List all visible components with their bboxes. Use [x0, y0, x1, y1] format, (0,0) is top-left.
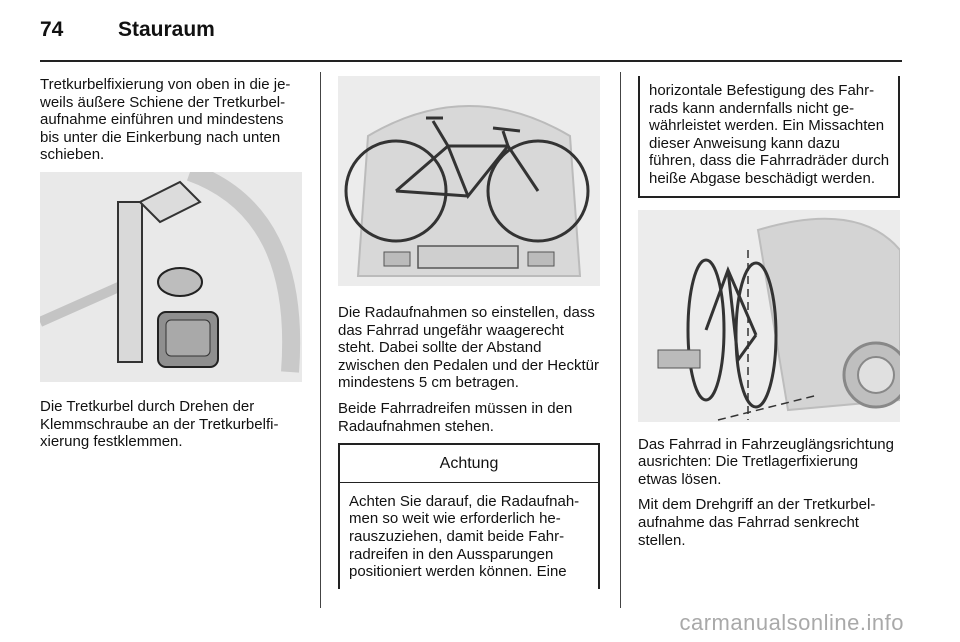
column-1	[40, 76, 302, 459]
bike-on-carrier-rear-illustration	[338, 76, 600, 286]
column-3	[638, 76, 900, 557]
col1-paragraph-2: Die Tretkurbel durch Drehen der Klemmschraube an der Tretkurbelfixierung festklemmen.	[40, 397, 279, 451]
bike-alignment-side-illustration	[638, 210, 900, 422]
col2-paragraph-2: Beide Fahrradreifen müssen in den Radaufnahmen stehen.	[338, 399, 573, 435]
col3-paragraph-2: Mit dem Drehgriff an der Tretkurbelaufnahme das Fahrrad senkrecht stellen.	[638, 496, 876, 549]
warning-box-continued	[638, 76, 900, 198]
warning-text-continued: horizontale Befestigung des Fahrrads kann andernfalls nicht gewährleistet werden. Ein Missachten dieser Anweisung kann dazu führen, dass die Fahrradräder durch heiße Abgase beschädigt werden.	[649, 82, 890, 187]
bike-side-drawing	[638, 210, 900, 422]
warning-heading: Achtung	[340, 445, 598, 483]
col2-paragraph-1: Die Radaufnahmen so einstellen, dass das Fahrrad ungefähr waagerecht steht. Dabei sollte der Abstand zwischen den Pedalen und der Hecktür mindestens 5 cm betragen.	[338, 304, 599, 392]
pedal-clamp-drawing	[40, 172, 302, 382]
header-rule	[40, 60, 902, 62]
page-title: Stauraum	[118, 18, 215, 41]
warning-text: Achten Sie darauf, die Radaufnahmen so weit wie erforderlich herauszuziehen, damit beide Fahrradreifen in den Aussparungen positioniert werden können. Eine	[349, 492, 580, 581]
col1-paragraph-1: Tretkurbelfixierung von oben in die jeweils äußere Schiene der Tretkurbelaufnahme einführen und mindestens bis unter die Einkerbung nach unten schieben.	[40, 76, 291, 164]
column-2	[338, 76, 600, 589]
page-number: 74	[40, 18, 64, 41]
watermark: carmanualsonline.info	[679, 610, 904, 635]
column-divider-2	[620, 72, 621, 608]
bike-rear-drawing	[338, 76, 600, 286]
column-divider-1	[320, 72, 321, 608]
pedal-clamp-illustration	[40, 172, 302, 382]
col3-paragraph-1: Das Fahrrad in Fahrzeuglängsrichtung ausrichten: Die Tretlagerfixierung etwas lösen.	[638, 435, 894, 488]
warning-box	[338, 443, 600, 589]
